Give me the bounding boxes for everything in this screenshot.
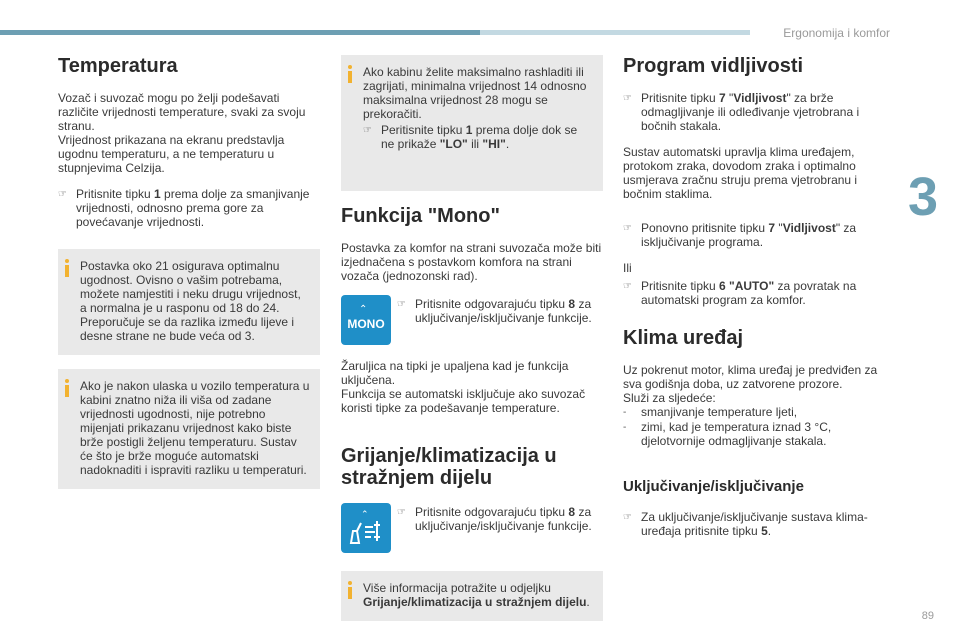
- info-box-max-cooling: Ako kabinu želite maksimalno rashladiti ili zagrijati, minimalna vrijednost 14 odnosno maksimalna vrijednost 28 mogu se prekoračiti. ☞ Peritisnite tipku 1 prema dolje dok se ne prikaže "LO" ili "HI".: [341, 55, 603, 191]
- heading-mono: Funkcija "Mono": [341, 205, 500, 227]
- section-title: Ergonomija i komfor: [783, 26, 890, 40]
- rear-bullet: ☞ Pritisnite odgovarajuću tipku 8 za uključivanje/isključivanje funkcije.: [397, 505, 592, 533]
- column-visibility: Program vidljivosti ☞ Pritisnite tipku 7 "Vidljivost" za brže odmagljivanje ili odleđivanje vjetrobrana i bočnih stakala. Sustav automatski upravlja klima uređajem, protokom zraka, dovodom zraka i optimalno usmjerava zračnu struju prema vjetrobranu i bočnim staklima. ☞ Ponovno pritisnite tipku 7 "Vidljivost" za isključivanje programa. Ili ☞ Pritisnite tipku 6 "AUTO" za povratak na automatski program za komfor. Klima uređaj Uz pokrenut motor, klima uređaj je predviđen za sva godišnja doba, uz zatvorene prozore. Služi za sljedeće: - smanjivanje temperature ljeti, - zimi, kad je temperatura iznad 3 °C, djelotvornije odmagljivanje stakala. Uključivanje/isključivanje ☞ Za uključivanje/isključivanje sustava klima-uređaja pritisnite tipku 5.: [623, 55, 885, 550]
- header-accent-bar-light: [480, 30, 750, 35]
- chapter-number: 3: [907, 167, 938, 227]
- header-accent-bar: [0, 30, 480, 35]
- finger-pointer-icon: ☞: [623, 281, 632, 292]
- column-mono: [341, 55, 603, 635]
- finger-pointer-icon: ☞: [58, 189, 67, 200]
- info-box-comfort: Postavka oko 21 osigurava optimalnu ugodnost. Ovisno o vašim potrebama, možete namjestiti i neku drugu vrijednost, a normalna je u rasponu od 18 do 24. Preporučuje se da razlika između lijeve i desne strane ne bude veća od 3.: [58, 249, 320, 355]
- info-icon: [64, 259, 70, 277]
- klima-item-1: - smanjivanje temperature ljeti,: [623, 405, 798, 419]
- klima-intro: Uz pokrenut motor, klima uređaj je predviđen za sva godišnja doba, uz zatvorene prozore. Služi za sljedeće:: [623, 363, 878, 405]
- info-box-auto-compensation: Ako je nakon ulaska u vozilo temperatura u kabini znatno niža ili viša od zadane vrijednosti ugodnosti, nije potrebno mijenjati prikazanu vrijednost kako biste brže postigli željenu temperaturu. Sustav će što je brže moguće automatski nadoknaditi i ispraviti razliku u temperaturi.: [58, 369, 320, 489]
- finger-pointer-icon: ☞: [623, 512, 632, 523]
- finger-pointer-icon: ☞: [397, 507, 406, 518]
- temperature-intro: Vozač i suvozač mogu po želji podešavati različite vrijednosti temperature, svaki za svoju stranu. Vrijednost prikazana na ekranu predstavlja ugodnu temperaturu, a ne temperaturu u stupnjevima Celzija.: [58, 91, 306, 175]
- finger-pointer-icon: ☞: [363, 125, 372, 136]
- info-icon: [64, 379, 70, 397]
- page-number: 89: [921, 610, 934, 622]
- program-text: Sustav automatski upravlja klima uređajem, protokom zraka, dovodom zraka i optimalno usmjerava zračnu struju prema vjetrobranu i bočnim staklima.: [623, 145, 858, 201]
- info-icon: [347, 65, 353, 83]
- heading-onoff: Uključivanje/isključivanje: [623, 478, 804, 495]
- heading-temperatura: Temperatura: [58, 55, 178, 77]
- column-temperature: [58, 55, 320, 503]
- finger-pointer-icon: ☞: [623, 93, 632, 104]
- mono-text: Postavka za komfor na strani suvozača može biti izjednačena s postavkom komfora na strani vozača (jednozonski rad).: [341, 241, 602, 283]
- finger-pointer-icon: ☞: [397, 299, 406, 310]
- info-icon: [347, 581, 353, 599]
- heading-rear-climate: Grijanje/klimatizacija u stražnjem dijelu: [341, 445, 557, 489]
- mono-button-icon: ⌃ MONO: [341, 295, 391, 345]
- heading-klima-uredaj: Klima uređaj: [623, 327, 744, 349]
- finger-pointer-icon: ☞: [623, 223, 632, 234]
- info-box-rear: Više informacija potražite u odjeljku Grijanje/klimatizacija u stražnjem dijelu.: [341, 571, 603, 621]
- heading-program-vidljivosti: Program vidljivosti: [623, 55, 804, 77]
- temperature-bullet: ☞ Pritisnite tipku 1 prema dolje za smanjivanje vrijednosti, odnosno prema gore za povećavanje vrijednosti.: [58, 187, 310, 229]
- mono-note: Žaruljica na tipki je upaljena kad je funkcija uključena. Funkcija se automatski isključuje ako suvozač koristi tipke za podešavanje temperature.: [341, 359, 586, 415]
- klima-item-2: - zimi, kad je temperatura iznad 3 °C, djelotvornije odmagljivanje stakala.: [623, 420, 832, 448]
- rear-climate-icon: ⌃: [341, 503, 391, 553]
- mono-bullet: ☞ Pritisnite odgovarajuću tipku 8 za uključivanje/isključivanje funkcije.: [397, 297, 592, 325]
- or-text: Ili: [623, 261, 632, 275]
